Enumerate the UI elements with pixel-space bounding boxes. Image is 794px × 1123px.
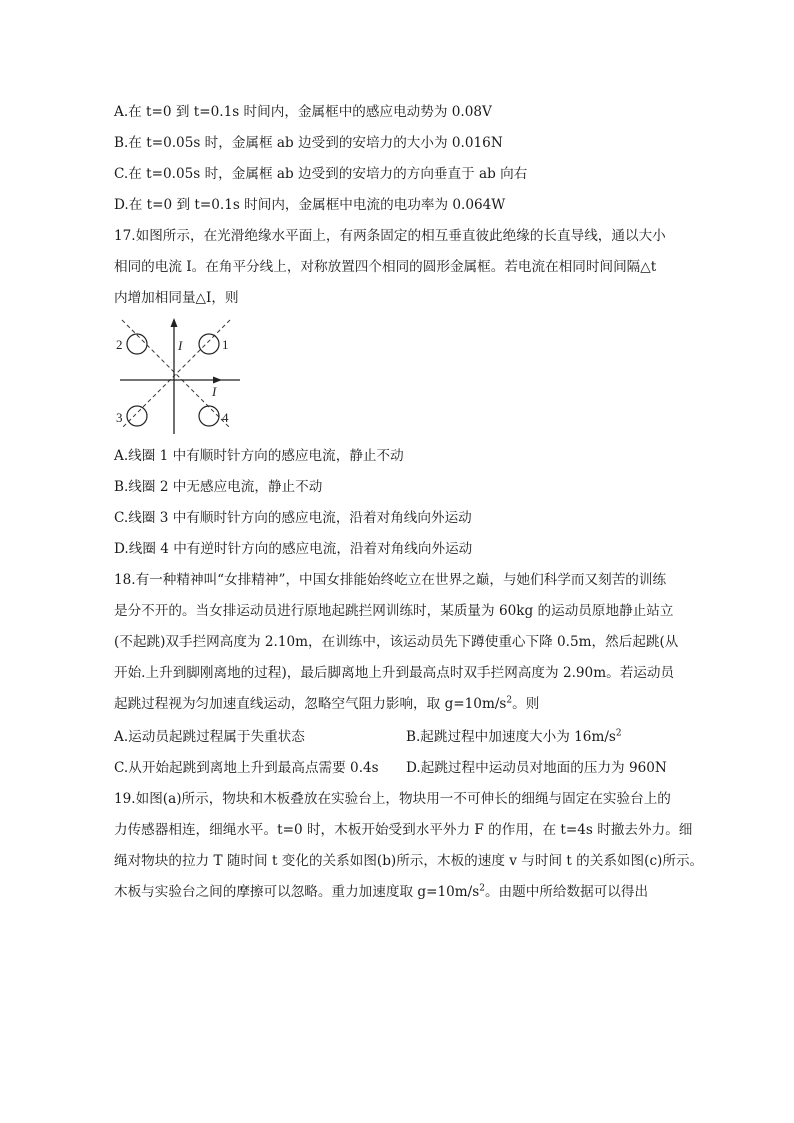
q17-option-c: C.线圈 3 中有顺时针方向的感应电流，沿着对角线向外运动 <box>114 510 472 526</box>
q19-stem-line4 <box>114 882 648 902</box>
q19-stem-line4-exponent: 2 <box>479 883 485 894</box>
q18-stem-line2: 是分不开的。当女排运动员进行原地起跳拦网训练时，某质量为 60kg 的运动员原地静止站立 <box>114 603 674 619</box>
q18-stem-line3: (不起跳)双手拦网高度为 2.10m，在训练中，该运动员先下蹲使重心下降 0.5m，然后起跳(从 <box>114 634 679 650</box>
q18-stem-line1: 18.有一种精神叫“女排精神”，中国女排能始终屹立在世界之巅，与她们科学而又刻苦的训练 <box>114 572 667 588</box>
coil-4 <box>199 406 219 426</box>
q17-option-d: D.线圈 4 中有逆时针方向的感应电流，沿着对角线向外运动 <box>114 541 473 557</box>
q16-option-c: C.在 t=0.05s 时，金属框 ab 边受到的安培力的方向垂直于 ab 向右 <box>114 166 528 182</box>
q18-stem-line5 <box>114 694 539 714</box>
q18-option-c: C.从开始起跳到离地上升到最高点需要 0.4s <box>114 760 379 776</box>
coil-label-4: 4 <box>222 410 229 425</box>
horizontal-wire-arrow-icon <box>213 377 222 384</box>
q19-stem-line1: 19.如图(a)所示，物块和木板叠放在实验台上，物块用一不可伸长的细绳与固定在实验台上的 <box>114 791 671 807</box>
q19-stem-line4-end: 。由题中所给数据可以得出 <box>484 884 649 900</box>
q17-stem-line3: 内增加相同量△I，则 <box>114 290 239 306</box>
coil-1 <box>199 334 219 354</box>
coil-label-1: 1 <box>222 337 229 352</box>
q19-stem-line2: 力传感器相连，细绳水平。t=0 时，木板开始受到水平外力 F 的作用，在 t=4s 时撤去外力。细 <box>114 822 693 838</box>
vertical-wire-arrow-icon <box>171 318 178 327</box>
wire-coil-diagram <box>112 316 242 436</box>
q18-stem-line5-exponent: 2 <box>506 695 513 706</box>
q19-stem-line4-text: 木板与实验台之间的摩擦可以忽略。重力加速度取 g=10m/s <box>114 884 480 900</box>
coil-2 <box>127 334 147 354</box>
q16-option-b: B.在 t=0.05s 时，金属框 ab 边受到的安培力的大小为 0.016N <box>114 135 503 151</box>
q18-stem-line4: 开始.上升到脚刚离地的过程)，最后脚离地上升到最高点时双手拦网高度为 2.90m。若运动员 <box>114 665 675 681</box>
q18-option-a: A.运动员起跳过程属于失重状态 <box>114 729 305 745</box>
q16-option-a: A.在 t=0 到 t=0.1s 时间内，金属框中的感应电动势为 0.08V <box>114 104 492 120</box>
q18-option-d: D.起跳过程中运动员对地面的压力为 960N <box>406 760 667 776</box>
coil-3 <box>127 406 147 426</box>
q17-stem-line1: 17.如图所示，在光滑绝缘水平面上，有两条固定的相互垂直彼此绝缘的长直导线，通以大小 <box>114 228 666 244</box>
q18-option-b-exponent: 2 <box>615 728 622 739</box>
q18-stem-line5-end: 。则 <box>512 696 540 712</box>
vertical-current-label: I <box>178 338 183 353</box>
q18-stem-line5-text: 起跳过程视为匀加速直线运动，忽略空气阻力影响，取 g=10m/s <box>114 696 507 712</box>
coil-label-3: 3 <box>116 410 123 425</box>
q18-option-b-text: B.起跳过程中加速度大小为 16m/s <box>406 729 616 745</box>
coil-label-2: 2 <box>116 337 123 352</box>
horizontal-current-label: I <box>212 384 217 399</box>
q17-option-b: B.线圈 2 中无感应电流，静止不动 <box>114 479 323 495</box>
q18-option-b <box>406 727 622 747</box>
q19-stem-line3: 绳对物块的拉力 T 随时间 t 变化的关系如图(b)所示，木板的速度 v 与时间 t 的关系如图(c)所示。 <box>114 853 704 869</box>
q16-option-d: D.在 t=0 到 t=0.1s 时间内，金属框中电流的电功率为 0.064W <box>114 197 506 213</box>
q17-option-a: A.线圈 1 中有顺时针方向的感应电流，静止不动 <box>114 448 404 464</box>
q17-stem-line2: 相同的电流 I。在角平分线上，对称放置四个相同的圆形金属框。若电流在相同时间间隔△t <box>114 259 657 275</box>
